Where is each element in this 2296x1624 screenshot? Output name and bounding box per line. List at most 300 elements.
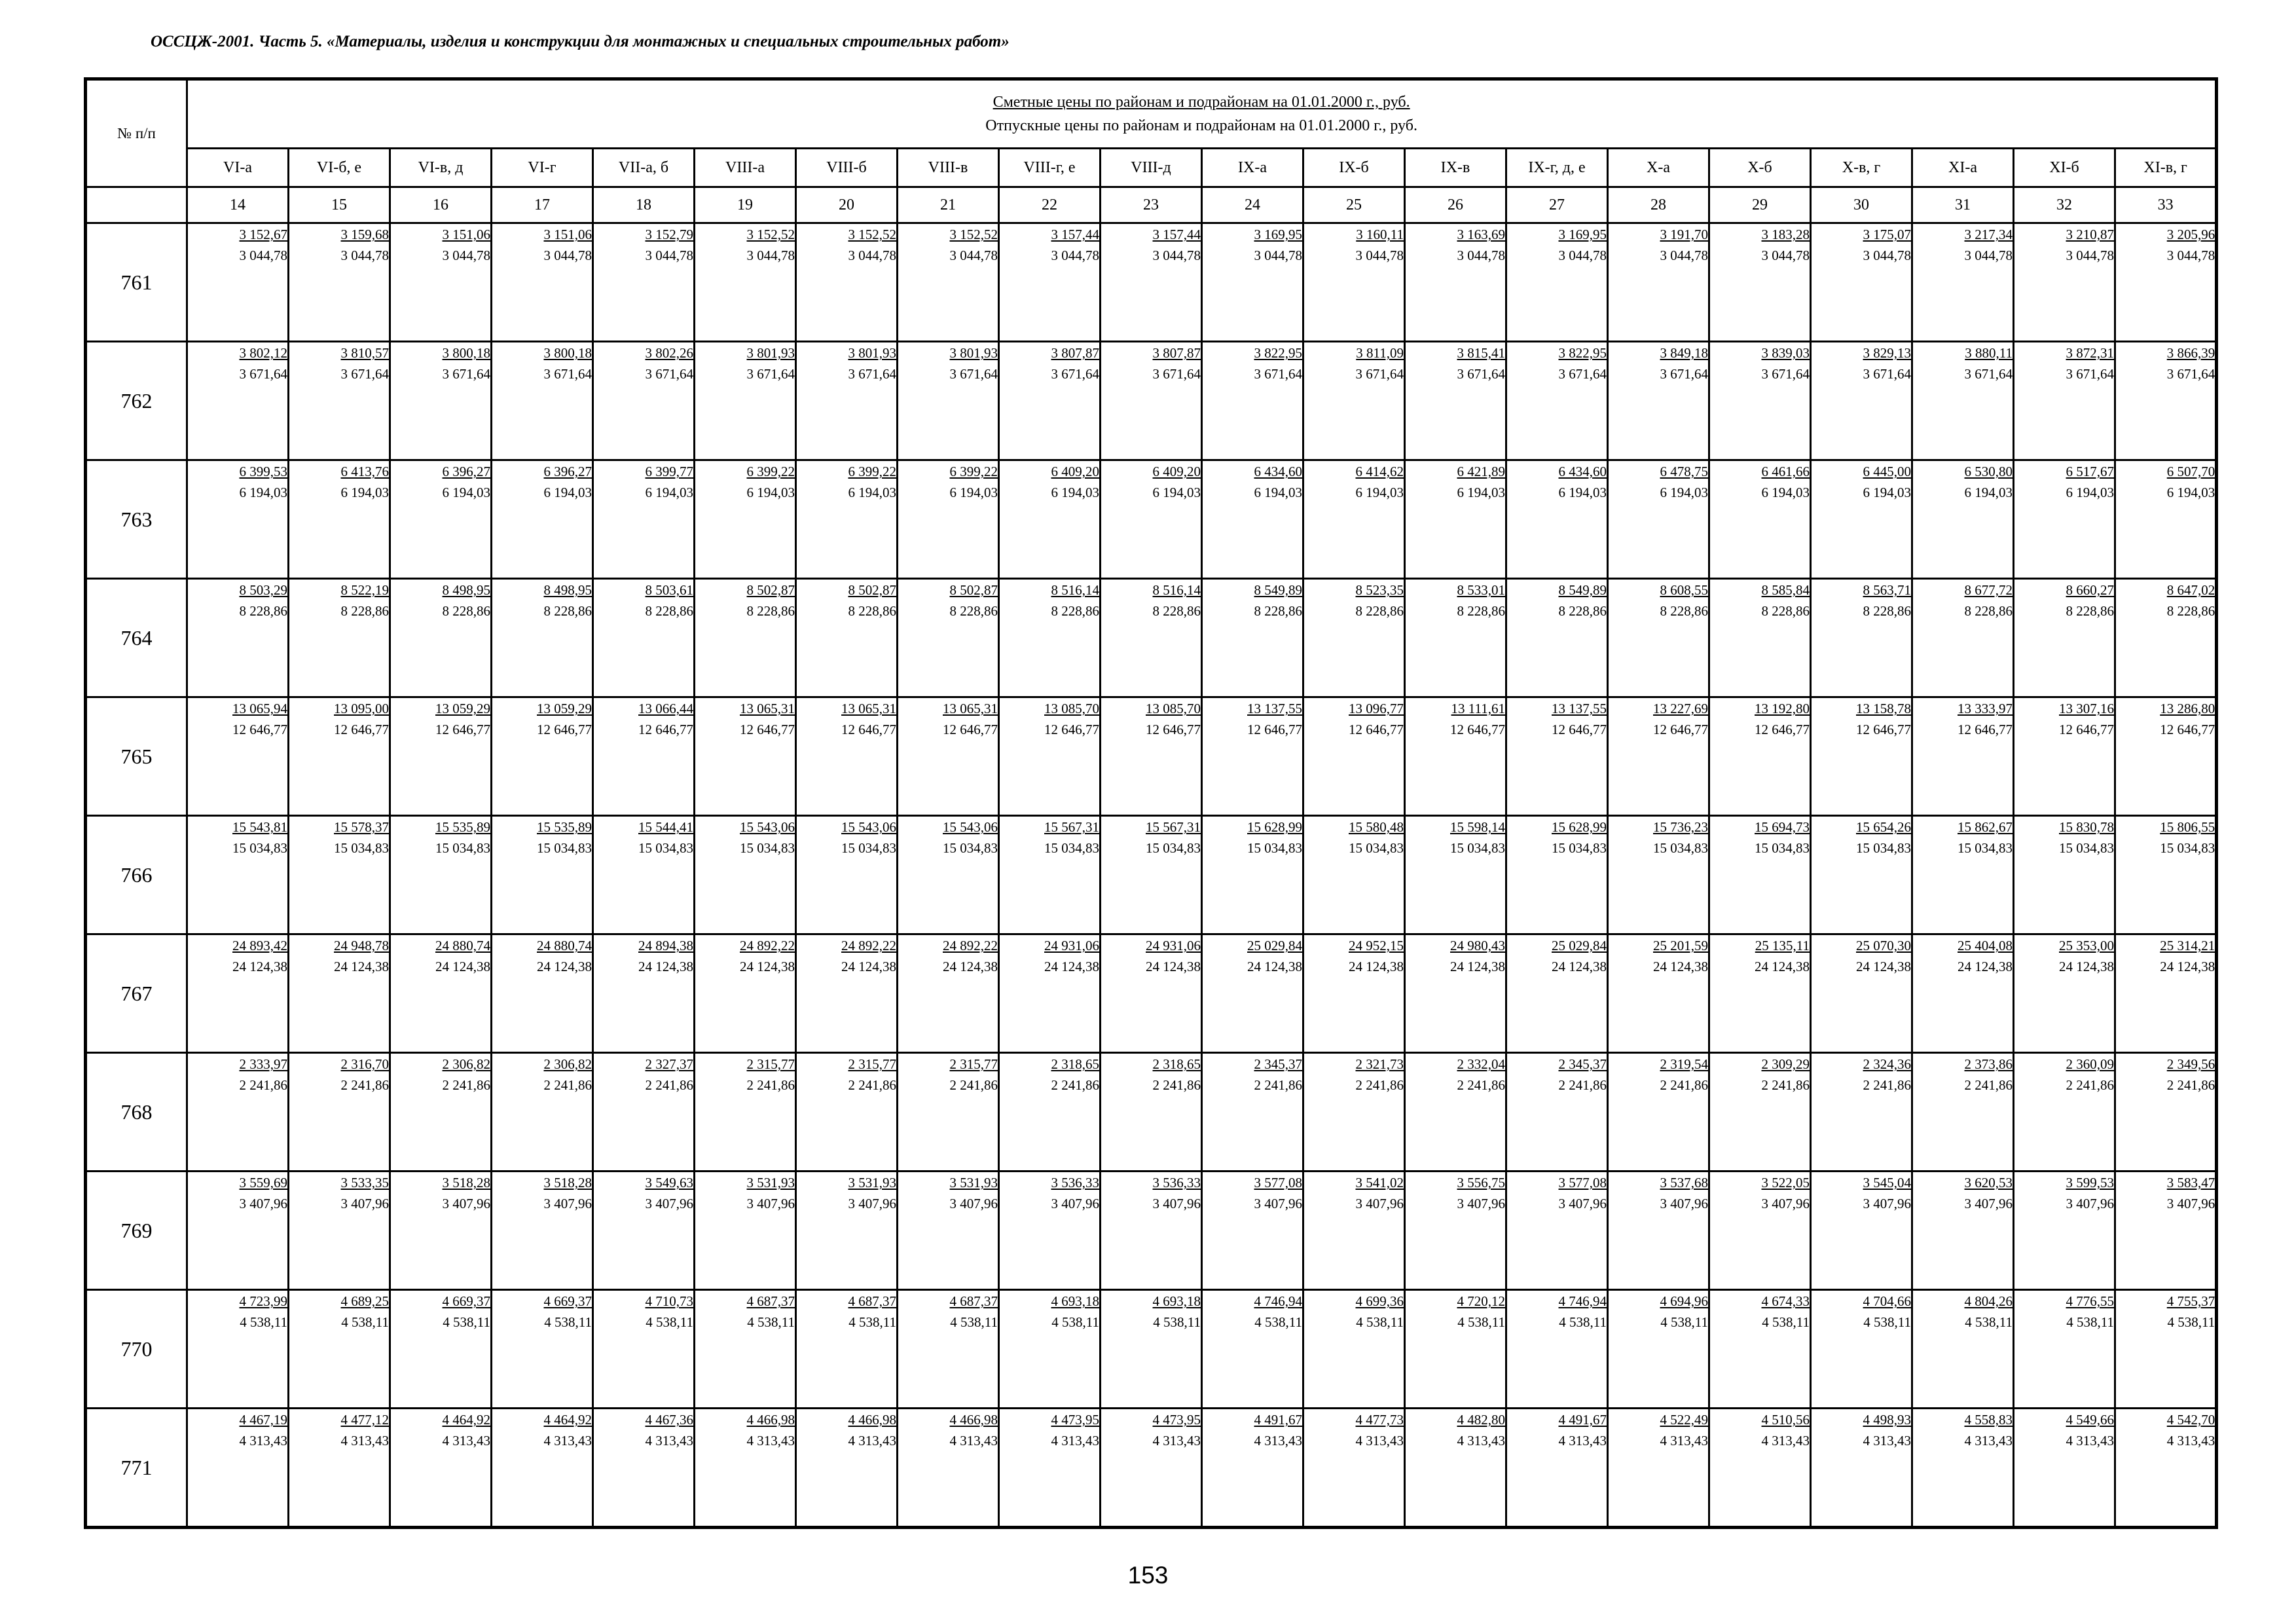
release-price: 15 034,83 xyxy=(1552,840,1607,856)
estimate-price: 3 872,31 xyxy=(2066,345,2114,361)
estimate-price: 3 545,04 xyxy=(1863,1175,1911,1190)
price-cell xyxy=(390,1409,492,1528)
row-number-cell: 771 xyxy=(86,1409,187,1528)
row-number-cell: 768 xyxy=(86,1053,187,1172)
estimate-price: 3 802,12 xyxy=(239,345,287,361)
estimate-price: 13 096,77 xyxy=(1349,701,1404,716)
release-price: 15 034,83 xyxy=(1044,840,1099,856)
release-price: 6 194,03 xyxy=(239,485,287,500)
release-price: 4 313,43 xyxy=(442,1433,490,1449)
release-price: 15 034,83 xyxy=(1349,840,1404,856)
release-price: 4 538,11 xyxy=(1762,1314,1810,1330)
release-price: 15 034,83 xyxy=(334,840,389,856)
price-cell xyxy=(1811,579,1912,697)
release-price: 3 044,78 xyxy=(442,248,490,263)
release-price: 15 034,83 xyxy=(1755,840,1810,856)
release-price: 3 407,96 xyxy=(848,1196,896,1211)
release-price: 3 407,96 xyxy=(1457,1196,1505,1211)
release-price: 12 646,77 xyxy=(1552,722,1607,737)
price-cell xyxy=(2115,1290,2217,1409)
estimate-price: 3 599,53 xyxy=(2066,1175,2114,1190)
estimate-price: 3 531,93 xyxy=(746,1175,795,1190)
release-price: 15 034,83 xyxy=(1247,840,1302,856)
price-cell xyxy=(695,223,796,342)
price-cell xyxy=(390,934,492,1053)
estimate-price: 6 517,67 xyxy=(2066,464,2114,479)
row-number-cell: 761 xyxy=(86,223,187,342)
price-cell xyxy=(1811,223,1912,342)
price-cell xyxy=(492,697,593,816)
estimate-price: 4 804,26 xyxy=(1964,1293,2013,1309)
column-number-cell: 32 xyxy=(2014,187,2115,223)
release-price: 3 671,64 xyxy=(1863,366,1911,382)
estimate-price: 13 065,94 xyxy=(232,701,287,716)
estimate-price: 3 157,44 xyxy=(1152,227,1201,242)
price-cell xyxy=(1506,223,1608,342)
price-cell xyxy=(695,697,796,816)
release-price: 2 241,86 xyxy=(239,1077,287,1093)
column-number-cell: 14 xyxy=(187,187,289,223)
price-cell xyxy=(593,579,695,697)
price-cell xyxy=(796,223,898,342)
region-header-cell: XI-б xyxy=(2014,149,2115,187)
price-cell xyxy=(1101,223,1202,342)
estimate-price: 4 558,83 xyxy=(1964,1412,2013,1428)
release-price: 3 407,96 xyxy=(442,1196,490,1211)
price-cell xyxy=(492,1053,593,1172)
price-cell xyxy=(1405,934,1506,1053)
release-price: 2 241,86 xyxy=(1558,1077,1607,1093)
caption-estimate-prices: Сметные цены по районам и подрайонам на 01.01.2000 г., руб. xyxy=(993,94,1410,111)
price-cell xyxy=(187,697,289,816)
estimate-price: 3 822,95 xyxy=(1254,345,1302,361)
release-price: 3 407,96 xyxy=(1051,1196,1099,1211)
price-cell xyxy=(1608,460,1709,579)
release-price: 12 646,77 xyxy=(1450,722,1505,737)
price-cell xyxy=(898,1409,999,1528)
estimate-price: 2 345,37 xyxy=(1254,1056,1302,1072)
release-price: 12 646,77 xyxy=(435,722,490,737)
release-price: 12 646,77 xyxy=(1146,722,1201,737)
estimate-price: 3 829,13 xyxy=(1863,345,1911,361)
price-cell xyxy=(1405,1409,1506,1528)
price-cell xyxy=(1303,816,1405,934)
table-row xyxy=(86,460,2217,579)
release-price: 3 044,78 xyxy=(1051,248,1099,263)
price-cell xyxy=(1202,342,1303,460)
estimate-price: 3 160,11 xyxy=(1356,227,1404,242)
release-price: 4 313,43 xyxy=(340,1433,389,1449)
estimate-price: 3 536,33 xyxy=(1051,1175,1099,1190)
estimate-price: 8 523,35 xyxy=(1355,582,1404,598)
release-price: 3 671,64 xyxy=(1558,366,1607,382)
release-price: 4 313,43 xyxy=(645,1433,693,1449)
table-caption xyxy=(187,79,2217,149)
price-cell xyxy=(1506,1053,1608,1172)
price-cell xyxy=(390,579,492,697)
estimate-price: 4 694,96 xyxy=(1660,1293,1708,1309)
price-cell xyxy=(1101,1172,1202,1290)
estimate-price: 15 654,26 xyxy=(1856,819,1911,835)
estimate-price: 2 332,04 xyxy=(1457,1056,1505,1072)
estimate-price: 13 085,70 xyxy=(1044,701,1099,716)
estimate-price: 3 152,52 xyxy=(746,227,795,242)
estimate-price: 15 628,99 xyxy=(1552,819,1607,835)
price-cell xyxy=(492,579,593,697)
release-price: 8 228,86 xyxy=(1863,603,1911,619)
estimate-price: 2 321,73 xyxy=(1355,1056,1404,1072)
estimate-price: 4 669,37 xyxy=(543,1293,592,1309)
price-cell xyxy=(187,342,289,460)
estimate-price: 3 800,18 xyxy=(543,345,592,361)
release-price: 3 044,78 xyxy=(848,248,896,263)
region-header-cell: VIII-г, е xyxy=(999,149,1101,187)
price-cell xyxy=(796,1172,898,1290)
release-price: 3 044,78 xyxy=(746,248,795,263)
price-cell xyxy=(1912,934,2014,1053)
release-price: 12 646,77 xyxy=(2059,722,2114,737)
price-cell xyxy=(1405,342,1506,460)
price-cell xyxy=(1912,1053,2014,1172)
release-price: 3 044,78 xyxy=(2066,248,2114,263)
price-cell xyxy=(999,342,1101,460)
release-price: 4 313,43 xyxy=(1964,1433,2013,1449)
price-cell xyxy=(1303,1053,1405,1172)
release-price: 3 044,78 xyxy=(645,248,693,263)
estimate-price: 2 318,65 xyxy=(1152,1056,1201,1072)
release-price: 3 044,78 xyxy=(1863,248,1911,263)
estimate-price: 3 518,28 xyxy=(442,1175,490,1190)
price-cell xyxy=(898,934,999,1053)
estimate-price: 4 704,66 xyxy=(1863,1293,1911,1309)
estimate-price: 2 306,82 xyxy=(442,1056,490,1072)
estimate-price: 13 227,69 xyxy=(1653,701,1708,716)
release-price: 24 124,38 xyxy=(1044,959,1099,974)
price-cell xyxy=(898,342,999,460)
release-price: 24 124,38 xyxy=(2160,959,2215,974)
release-price: 6 194,03 xyxy=(1152,485,1201,500)
estimate-price: 4 746,94 xyxy=(1254,1293,1302,1309)
release-price: 15 034,83 xyxy=(2059,840,2114,856)
column-number-cell: 23 xyxy=(1101,187,1202,223)
estimate-price: 3 205,96 xyxy=(2166,227,2215,242)
estimate-price: 3 866,39 xyxy=(2166,345,2215,361)
estimate-price: 3 152,79 xyxy=(645,227,693,242)
column-number-cell: 25 xyxy=(1303,187,1405,223)
price-cell xyxy=(1202,1409,1303,1528)
table-body xyxy=(86,223,2217,1528)
estimate-price: 4 776,55 xyxy=(2066,1293,2114,1309)
release-price: 8 228,86 xyxy=(1558,603,1607,619)
price-cell xyxy=(390,223,492,342)
release-price: 3 671,64 xyxy=(1761,366,1810,382)
price-cell xyxy=(1709,579,1811,697)
price-cell xyxy=(390,1290,492,1409)
release-price: 3 407,96 xyxy=(746,1196,795,1211)
price-cell xyxy=(1811,934,1912,1053)
estimate-price: 25 404,08 xyxy=(1958,938,2013,953)
release-price: 6 194,03 xyxy=(1254,485,1302,500)
estimate-price: 15 543,06 xyxy=(841,819,896,835)
price-table xyxy=(84,77,2218,1529)
release-price: 15 034,83 xyxy=(1856,840,1911,856)
price-cell xyxy=(1101,460,1202,579)
price-cell xyxy=(1912,1409,2014,1528)
estimate-price: 24 892,22 xyxy=(841,938,896,953)
estimate-price: 4 491,67 xyxy=(1254,1412,1302,1428)
row-number-cell: 767 xyxy=(86,934,187,1053)
estimate-price: 15 806,55 xyxy=(2160,819,2215,835)
document-header: ОССЦЖ-2001. Часть 5. «Материалы, изделия и конструкции для монтажных и специальных строительных работ» xyxy=(151,33,1010,50)
price-cell xyxy=(1202,579,1303,697)
region-header-cell: VIII-в xyxy=(898,149,999,187)
release-price: 6 194,03 xyxy=(543,485,592,500)
price-cell xyxy=(999,1053,1101,1172)
price-cell xyxy=(1303,1409,1405,1528)
table-row xyxy=(86,1172,2217,1290)
release-price: 12 646,77 xyxy=(1247,722,1302,737)
estimate-price: 8 502,87 xyxy=(949,582,998,598)
release-price: 12 646,77 xyxy=(740,722,795,737)
release-price: 6 194,03 xyxy=(1558,485,1607,500)
release-price: 3 407,96 xyxy=(1964,1196,2013,1211)
region-header-row xyxy=(86,149,2217,187)
price-cell xyxy=(1405,697,1506,816)
price-cell xyxy=(2115,1409,2217,1528)
price-cell xyxy=(2115,816,2217,934)
price-cell xyxy=(1709,697,1811,816)
release-price: 6 194,03 xyxy=(1660,485,1708,500)
release-price: 2 241,86 xyxy=(746,1077,795,1093)
column-number-cell: 29 xyxy=(1709,187,1811,223)
estimate-price: 13 307,16 xyxy=(2059,701,2114,716)
estimate-price: 6 445,00 xyxy=(1863,464,1911,479)
estimate-price: 3 531,93 xyxy=(949,1175,998,1190)
estimate-price: 3 577,08 xyxy=(1558,1175,1607,1190)
release-price: 3 044,78 xyxy=(543,248,592,263)
column-number-cell: 22 xyxy=(999,187,1101,223)
estimate-price: 3 169,95 xyxy=(1558,227,1607,242)
estimate-price: 13 065,31 xyxy=(841,701,896,716)
estimate-price: 6 399,22 xyxy=(848,464,896,479)
price-cell xyxy=(187,934,289,1053)
column-number-cell: 33 xyxy=(2115,187,2217,223)
estimate-price: 8 533,01 xyxy=(1457,582,1505,598)
estimate-price: 8 522,19 xyxy=(340,582,389,598)
price-cell xyxy=(593,934,695,1053)
price-cell xyxy=(796,934,898,1053)
estimate-price: 8 503,29 xyxy=(239,582,287,598)
release-price: 24 124,38 xyxy=(1146,959,1201,974)
release-price: 12 646,77 xyxy=(1958,722,2013,737)
release-price: 24 124,38 xyxy=(435,959,490,974)
price-cell xyxy=(187,460,289,579)
price-cell xyxy=(898,1172,999,1290)
estimate-price: 8 516,14 xyxy=(1051,582,1099,598)
release-price: 3 671,64 xyxy=(2066,366,2114,382)
price-cell xyxy=(796,579,898,697)
release-price: 3 044,78 xyxy=(1964,248,2013,263)
estimate-price: 6 399,22 xyxy=(746,464,795,479)
column-number-cell: 18 xyxy=(593,187,695,223)
estimate-price: 3 210,87 xyxy=(2066,227,2114,242)
release-price: 2 241,86 xyxy=(1355,1077,1404,1093)
price-cell xyxy=(289,697,390,816)
price-cell xyxy=(593,223,695,342)
price-cell xyxy=(492,1409,593,1528)
release-price: 3 671,64 xyxy=(1355,366,1404,382)
price-cell xyxy=(1202,1172,1303,1290)
price-cell xyxy=(1202,934,1303,1053)
estimate-price: 24 893,42 xyxy=(232,938,287,953)
estimate-price: 4 669,37 xyxy=(442,1293,490,1309)
price-cell xyxy=(390,816,492,934)
price-cell xyxy=(2115,223,2217,342)
table-row xyxy=(86,1409,2217,1528)
estimate-price: 13 286,80 xyxy=(2160,701,2215,716)
price-cell xyxy=(1101,342,1202,460)
table-row xyxy=(86,1290,2217,1409)
estimate-price: 25 353,00 xyxy=(2059,938,2114,953)
estimate-price: 15 567,31 xyxy=(1044,819,1099,835)
price-cell xyxy=(2014,1053,2115,1172)
price-cell xyxy=(1608,223,1709,342)
release-price: 8 228,86 xyxy=(1457,603,1505,619)
estimate-price: 4 687,37 xyxy=(746,1293,795,1309)
price-cell xyxy=(390,1172,492,1290)
release-price: 2 241,86 xyxy=(1761,1077,1810,1093)
estimate-price: 2 349,56 xyxy=(2166,1056,2215,1072)
price-cell xyxy=(289,1053,390,1172)
row-number-cell: 764 xyxy=(86,579,187,697)
release-price: 24 124,38 xyxy=(1450,959,1505,974)
price-cell xyxy=(695,460,796,579)
region-header-cell: VI-а xyxy=(187,149,289,187)
price-cell xyxy=(1811,1053,1912,1172)
estimate-price: 3 556,75 xyxy=(1457,1175,1505,1190)
release-price: 4 313,43 xyxy=(543,1433,592,1449)
estimate-price: 24 952,15 xyxy=(1349,938,1404,953)
price-cell xyxy=(898,579,999,697)
release-price: 3 407,96 xyxy=(1660,1196,1708,1211)
release-price: 4 313,43 xyxy=(1863,1433,1911,1449)
release-price: 3 671,64 xyxy=(442,366,490,382)
estimate-price: 3 531,93 xyxy=(848,1175,896,1190)
release-price: 8 228,86 xyxy=(1254,603,1302,619)
price-cell xyxy=(2014,342,2115,460)
release-price: 4 313,43 xyxy=(1355,1433,1404,1449)
estimate-price: 4 477,73 xyxy=(1355,1412,1404,1428)
region-header-cell: VII-а, б xyxy=(593,149,695,187)
estimate-price: 4 466,98 xyxy=(746,1412,795,1428)
release-price: 2 241,86 xyxy=(2066,1077,2114,1093)
price-cell xyxy=(1101,934,1202,1053)
estimate-price: 3 801,93 xyxy=(848,345,896,361)
price-cell xyxy=(1405,1053,1506,1172)
release-price: 12 646,77 xyxy=(1349,722,1404,737)
price-cell xyxy=(796,1053,898,1172)
release-price: 2 241,86 xyxy=(1863,1077,1911,1093)
release-price: 4 313,43 xyxy=(746,1433,795,1449)
estimate-price: 2 316,70 xyxy=(340,1056,389,1072)
estimate-price: 3 811,09 xyxy=(1356,345,1404,361)
row-number-cell: 762 xyxy=(86,342,187,460)
estimate-price: 4 674,33 xyxy=(1761,1293,1810,1309)
price-cell xyxy=(1303,934,1405,1053)
price-cell xyxy=(390,460,492,579)
release-price: 4 313,43 xyxy=(1660,1433,1708,1449)
price-cell xyxy=(1608,1172,1709,1290)
estimate-price: 8 563,71 xyxy=(1863,582,1911,598)
price-cell xyxy=(289,1409,390,1528)
release-price: 4 538,11 xyxy=(747,1314,795,1330)
release-price: 6 194,03 xyxy=(340,485,389,500)
estimate-price: 4 473,95 xyxy=(1152,1412,1201,1428)
estimate-price: 8 502,87 xyxy=(848,582,896,598)
price-cell xyxy=(1912,579,2014,697)
region-header-cell: IX-в xyxy=(1405,149,1506,187)
release-price: 4 538,11 xyxy=(2066,1314,2114,1330)
estimate-price: 4 510,56 xyxy=(1761,1412,1810,1428)
price-cell xyxy=(593,1409,695,1528)
estimate-price: 8 549,89 xyxy=(1254,582,1302,598)
release-price: 4 538,11 xyxy=(848,1314,896,1330)
estimate-price: 3 152,67 xyxy=(239,227,287,242)
price-cell xyxy=(1405,460,1506,579)
estimate-price: 13 065,31 xyxy=(740,701,795,716)
column-number-cell: 30 xyxy=(1811,187,1912,223)
release-price: 4 313,43 xyxy=(239,1433,287,1449)
estimate-price: 8 498,95 xyxy=(442,582,490,598)
release-price: 3 407,96 xyxy=(2166,1196,2215,1211)
price-cell xyxy=(796,1409,898,1528)
estimate-price: 2 345,37 xyxy=(1558,1056,1607,1072)
release-price: 6 194,03 xyxy=(949,485,998,500)
estimate-price: 13 059,29 xyxy=(435,701,490,716)
release-price: 24 124,38 xyxy=(841,959,896,974)
release-price: 3 671,64 xyxy=(1457,366,1505,382)
estimate-price: 6 421,89 xyxy=(1457,464,1505,479)
release-price: 3 044,78 xyxy=(1457,248,1505,263)
estimate-price: 4 689,25 xyxy=(340,1293,389,1309)
estimate-price: 3 849,18 xyxy=(1660,345,1708,361)
price-cell xyxy=(492,1290,593,1409)
release-price: 24 124,38 xyxy=(943,959,998,974)
price-cell xyxy=(1506,1409,1608,1528)
estimate-price: 15 578,37 xyxy=(334,819,389,835)
estimate-price: 4 693,18 xyxy=(1051,1293,1099,1309)
release-price: 8 228,86 xyxy=(1761,603,1810,619)
price-cell xyxy=(1506,1290,1608,1409)
release-price: 2 241,86 xyxy=(1254,1077,1302,1093)
price-cell xyxy=(1506,579,1608,697)
release-price: 24 124,38 xyxy=(1958,959,2013,974)
estimate-price: 3 559,69 xyxy=(239,1175,287,1190)
region-header-cell: VIII-а xyxy=(695,149,796,187)
release-price: 3 044,78 xyxy=(340,248,389,263)
estimate-price: 13 137,55 xyxy=(1247,701,1302,716)
price-cell xyxy=(1608,1409,1709,1528)
release-price: 8 228,86 xyxy=(1964,603,2013,619)
price-cell xyxy=(898,1290,999,1409)
region-header-cell: VI-г xyxy=(492,149,593,187)
estimate-price: 6 399,77 xyxy=(645,464,693,479)
column-number-cell: 26 xyxy=(1405,187,1506,223)
price-cell xyxy=(492,816,593,934)
estimate-price: 3 152,52 xyxy=(949,227,998,242)
estimate-price: 3 169,95 xyxy=(1254,227,1302,242)
release-price: 15 034,83 xyxy=(2160,840,2215,856)
